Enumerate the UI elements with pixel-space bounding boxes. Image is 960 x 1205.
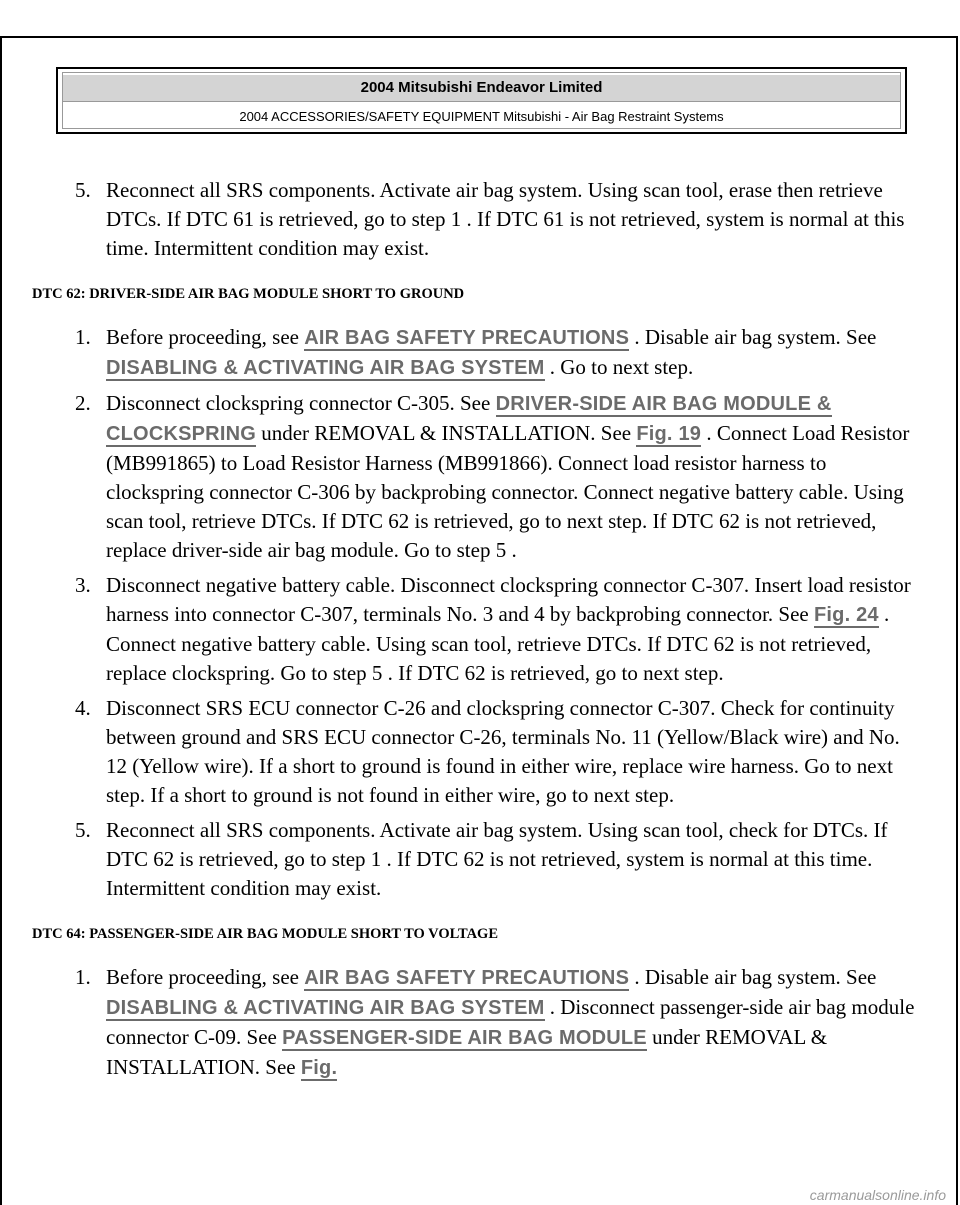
list-item [64, 323, 920, 383]
step-number: 5. [75, 178, 91, 202]
document-body [32, 176, 920, 1089]
fig-19-link[interactable]: Fig. 19 [636, 423, 702, 445]
list-item [64, 694, 920, 810]
list-item [64, 816, 920, 903]
step-text: Before proceeding, see [106, 965, 305, 989]
steps-list-dtc-62 [64, 323, 920, 903]
step-text: Disconnect negative battery cable. Disconnect clockspring connector C-307. Insert load resistor harness into connector C-307, terminals No. 3 and 4 by backprobing connector. See [106, 573, 911, 626]
list-item [64, 389, 920, 565]
header-title: 2004 Mitsubishi Endeavor Limited [63, 75, 900, 102]
step-text: Reconnect all SRS components. Activate air bag system. Using scan tool, check for DTCs. If DTC 62 is retrieved, go to step 1 . If DTC 62 is not retrieved, system is normal at this time. Intermittent condition may exist. [106, 818, 888, 900]
step-text: under REMOVAL & INSTALLATION. See [255, 421, 637, 445]
step-text: . Disconnect passenger-side air bag module connector C-09. See [106, 995, 915, 1049]
step-number: 1. [75, 325, 91, 349]
header-subtitle: 2004 ACCESSORIES/SAFETY EQUIPMENT Mitsubishi - Air Bag Restraint Systems [239, 109, 724, 124]
steps-list-continued [64, 176, 920, 263]
step-text: . Connect Load Resistor (MB991865) to Load Resistor Harness (MB991866). Connect load resistor harness to clockspring connector C-306 by backprobing connector. Connect negative battery cable. Using scan tool, retrieve DTCs. If DTC 62 is retrieved, go to next step. If DTC 62 is not retrieved, replace driver-side air bag module. Go to step 5 . [106, 421, 910, 562]
step-text: Disconnect clockspring connector C-305. See [106, 391, 496, 415]
fig-link[interactable]: Fig. [300, 1057, 338, 1079]
section-heading-dtc-62: DTC 62: DRIVER-SIDE AIR BAG MODULE SHORT TO GROUND [32, 286, 465, 302]
step-text: . Go to next step. [544, 355, 694, 379]
step-text: Disconnect SRS ECU connector C-26 and clockspring connector C-307. Check for continuity between ground and SRS ECU connector C-26, terminals No. 11 (Yellow/Black wire) and No. 12 (Yellow wire). If a short to ground is found in either wire, replace wire harness. Go to next step. If a short to ground is not found in either wire, go to next step. [106, 696, 900, 807]
step-number: 5. [75, 818, 91, 842]
step-number: 2. [75, 391, 91, 415]
step-number: 1. [75, 965, 91, 989]
list-item [64, 176, 920, 263]
fig-24-link[interactable]: Fig. 24 [814, 604, 879, 626]
list-item [64, 571, 920, 688]
step-text: Reconnect all SRS components. Activate air bag system. Using scan tool, erase then retrieve DTCs. If DTC 61 is retrieved, go to step 1 . If DTC 61 is not retrieved, system is normal at this time. Intermittent condition may exist. [106, 178, 905, 260]
step-text: . Connect negative battery cable. Using scan tool, retrieve DTCs. If DTC 62 is not retrieved, replace clockspring. Go to step 5 . If DTC 62 is retrieved, go to next step. [106, 602, 890, 685]
list-item [64, 963, 920, 1083]
step-text: . Disable air bag system. See [629, 325, 877, 349]
driver-side-air-bag-module-link[interactable]: DRIVER-SIDE AIR BAG MODULE & CLOCKSPRING [106, 393, 832, 445]
step-text: Before proceeding, see [106, 325, 305, 349]
steps-list-dtc-64 [64, 963, 920, 1083]
header-inner [62, 72, 901, 129]
air-bag-safety-precautions-link[interactable]: AIR BAG SAFETY PRECAUTIONS [304, 967, 630, 989]
step-number: 4. [75, 696, 91, 720]
disabling-activating-link[interactable]: DISABLING & ACTIVATING AIR BAG SYSTEM [106, 997, 545, 1019]
air-bag-safety-precautions-link[interactable]: AIR BAG SAFETY PRECAUTIONS [304, 327, 630, 349]
passenger-side-air-bag-module-link[interactable]: PASSENGER-SIDE AIR BAG MODULE [282, 1027, 647, 1049]
step-text: under REMOVAL & INSTALLATION. See [106, 1025, 828, 1079]
watermark: carmanualsonline.info [809, 1187, 946, 1203]
step-text: . Disable air bag system. See [629, 965, 877, 989]
step-number: 3. [75, 573, 91, 597]
document-header [56, 67, 907, 134]
section-heading-dtc-64: DTC 64: PASSENGER-SIDE AIR BAG MODULE SHORT TO VOLTAGE [32, 926, 498, 942]
disabling-activating-link[interactable]: DISABLING & ACTIVATING AIR BAG SYSTEM [106, 357, 545, 379]
